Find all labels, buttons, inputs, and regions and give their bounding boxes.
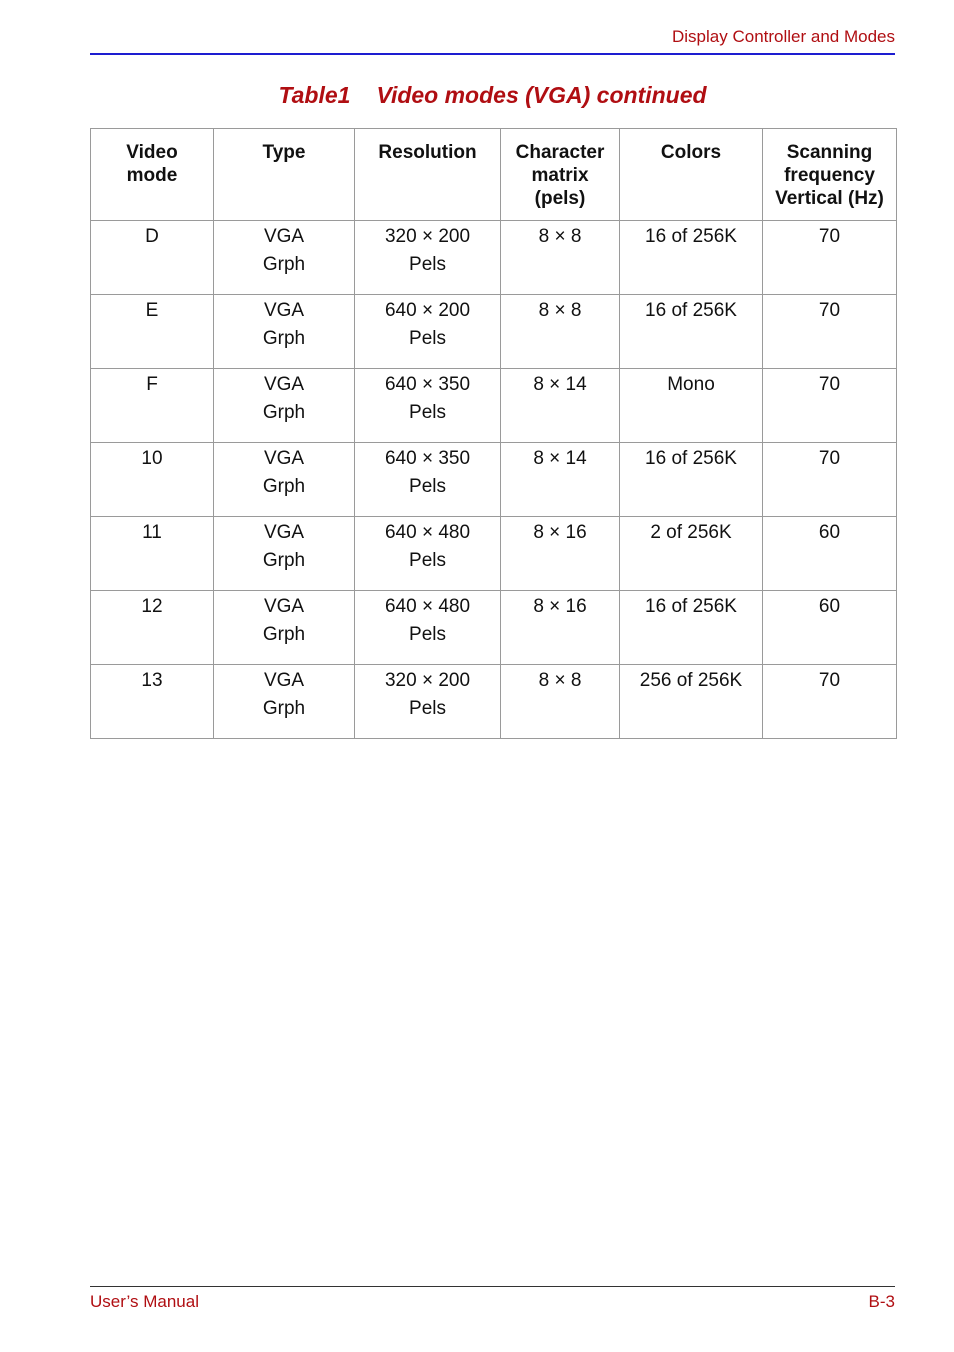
cell-frequency: 60 xyxy=(763,517,897,591)
cell-mode: 10 xyxy=(91,443,214,517)
table-caption: Video modes (VGA) continued xyxy=(376,82,707,108)
cell-type: VGA Grph xyxy=(214,517,355,591)
cell-mode: 13 xyxy=(91,665,214,739)
cell-matrix: 8 × 14 xyxy=(501,369,620,443)
header-type: Type xyxy=(214,129,355,221)
cell-matrix: 8 × 8 xyxy=(501,665,620,739)
table-title xyxy=(90,82,895,109)
table-row xyxy=(91,295,897,369)
cell-colors: 16 of 256K xyxy=(620,295,763,369)
cell-frequency: 70 xyxy=(763,221,897,295)
cell-colors: 256 of 256K xyxy=(620,665,763,739)
table-number: Table1 xyxy=(278,82,351,108)
header-video-mode: Video mode xyxy=(91,129,214,221)
cell-frequency: 70 xyxy=(763,443,897,517)
running-header: Display Controller and Modes xyxy=(672,27,895,46)
table-header-row xyxy=(91,129,897,221)
cell-matrix: 8 × 8 xyxy=(501,221,620,295)
cell-mode: E xyxy=(91,295,214,369)
cell-resolution: 640 × 350 Pels xyxy=(355,369,501,443)
header-character-matrix: Character matrix (pels) xyxy=(501,129,620,221)
cell-type: VGA Grph xyxy=(214,295,355,369)
cell-colors: 2 of 256K xyxy=(620,517,763,591)
cell-matrix: 8 × 16 xyxy=(501,591,620,665)
cell-type: VGA Grph xyxy=(214,591,355,665)
table-row xyxy=(91,369,897,443)
header-rule xyxy=(90,53,895,55)
footer-rule xyxy=(90,1286,895,1287)
cell-resolution: 640 × 200 Pels xyxy=(355,295,501,369)
cell-type: VGA Grph xyxy=(214,665,355,739)
cell-frequency: 70 xyxy=(763,369,897,443)
cell-resolution: 640 × 350 Pels xyxy=(355,443,501,517)
cell-frequency: 70 xyxy=(763,295,897,369)
header-scanning-frequency: Scanning frequency Vertical (Hz) xyxy=(763,129,897,221)
page-number: B-3 xyxy=(868,1292,895,1311)
table-row xyxy=(91,221,897,295)
cell-colors: 16 of 256K xyxy=(620,591,763,665)
cell-frequency: 60 xyxy=(763,591,897,665)
cell-type: VGA Grph xyxy=(214,443,355,517)
cell-mode: 12 xyxy=(91,591,214,665)
cell-colors: Mono xyxy=(620,369,763,443)
video-modes-table xyxy=(90,128,897,739)
header-colors: Colors xyxy=(620,129,763,221)
cell-matrix: 8 × 16 xyxy=(501,517,620,591)
header-resolution: Resolution xyxy=(355,129,501,221)
cell-colors: 16 of 256K xyxy=(620,443,763,517)
cell-type: VGA Grph xyxy=(214,221,355,295)
cell-matrix: 8 × 14 xyxy=(501,443,620,517)
cell-type: VGA Grph xyxy=(214,369,355,443)
table-row xyxy=(91,665,897,739)
cell-resolution: 640 × 480 Pels xyxy=(355,591,501,665)
cell-mode: 11 xyxy=(91,517,214,591)
cell-mode: F xyxy=(91,369,214,443)
footer-manual-title: User’s Manual xyxy=(90,1292,199,1311)
table-row xyxy=(91,443,897,517)
cell-resolution: 320 × 200 Pels xyxy=(355,665,501,739)
table-row xyxy=(91,591,897,665)
cell-resolution: 640 × 480 Pels xyxy=(355,517,501,591)
cell-colors: 16 of 256K xyxy=(620,221,763,295)
table-row xyxy=(91,517,897,591)
cell-mode: D xyxy=(91,221,214,295)
cell-matrix: 8 × 8 xyxy=(501,295,620,369)
cell-resolution: 320 × 200 Pels xyxy=(355,221,501,295)
cell-frequency: 70 xyxy=(763,665,897,739)
